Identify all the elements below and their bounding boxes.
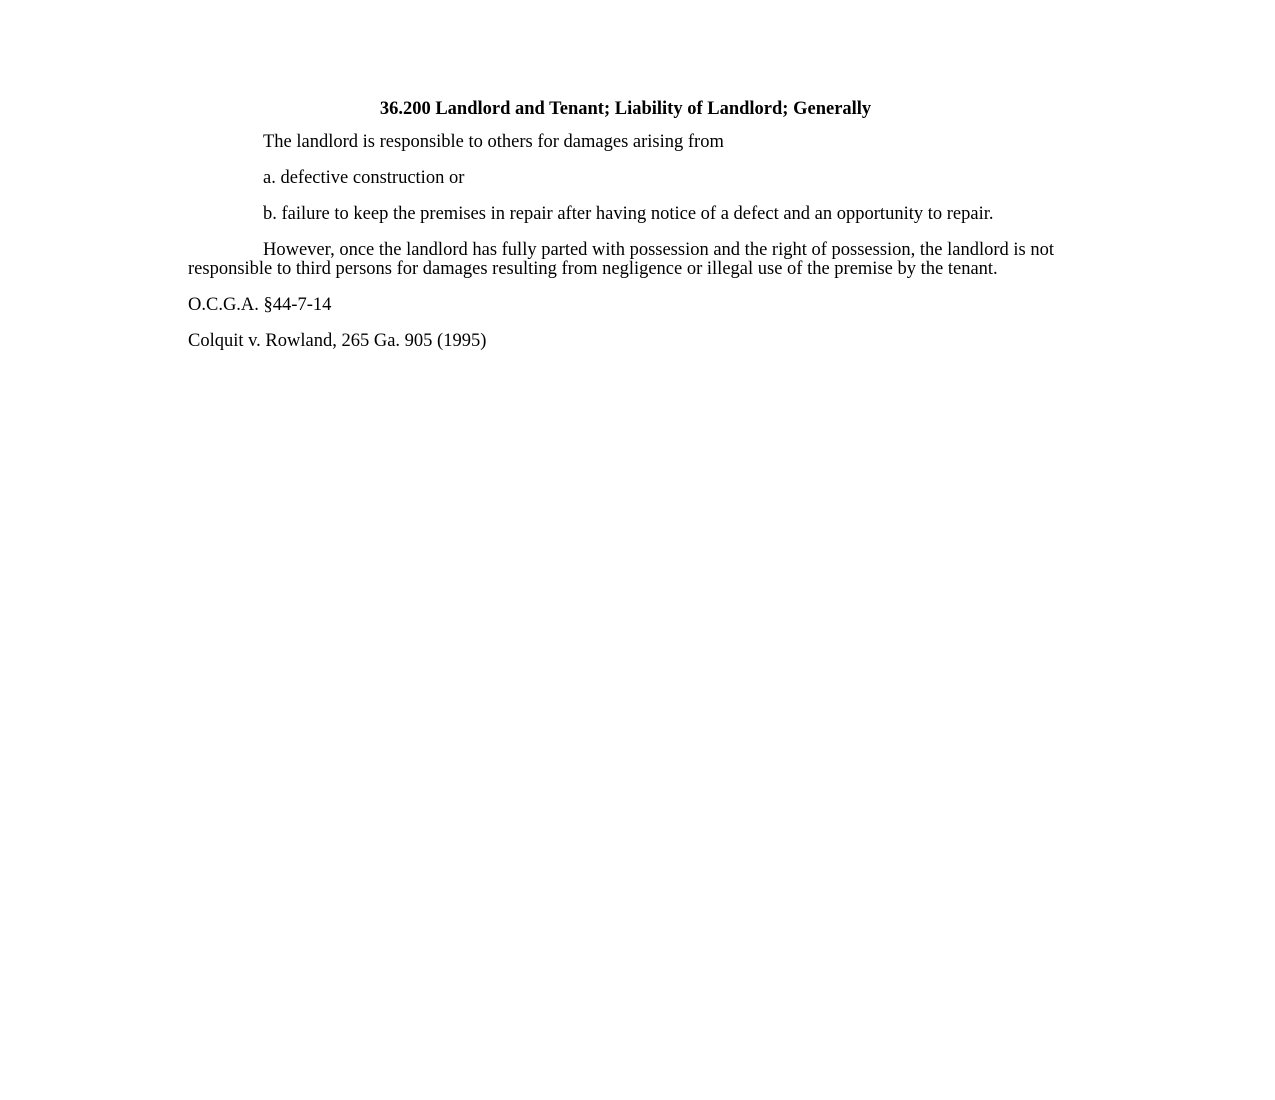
list-item-a: a. defective construction or (263, 168, 465, 188)
intro-paragraph: The landlord is responsible to others for damages arising from (263, 132, 724, 152)
statute-citation: O.C.G.A. §44-7-14 (188, 295, 332, 315)
exception-paragraph: However, once the landlord has fully parted with possession and the right of possession, the landlord is not responsible to third persons for damages resulting from negligence or illegal use of the premise by the tenant. (188, 240, 1055, 279)
list-item-b: b. failure to keep the premises in repair after having notice of a defect and an opportunity to repair. (263, 204, 994, 224)
document-title: 36.200 Landlord and Tenant; Liability of Landlord; Generally (379, 99, 872, 119)
case-citation: Colquit v. Rowland, 265 Ga. 905 (1995) (188, 331, 487, 351)
document-page (188, 98, 1063, 368)
